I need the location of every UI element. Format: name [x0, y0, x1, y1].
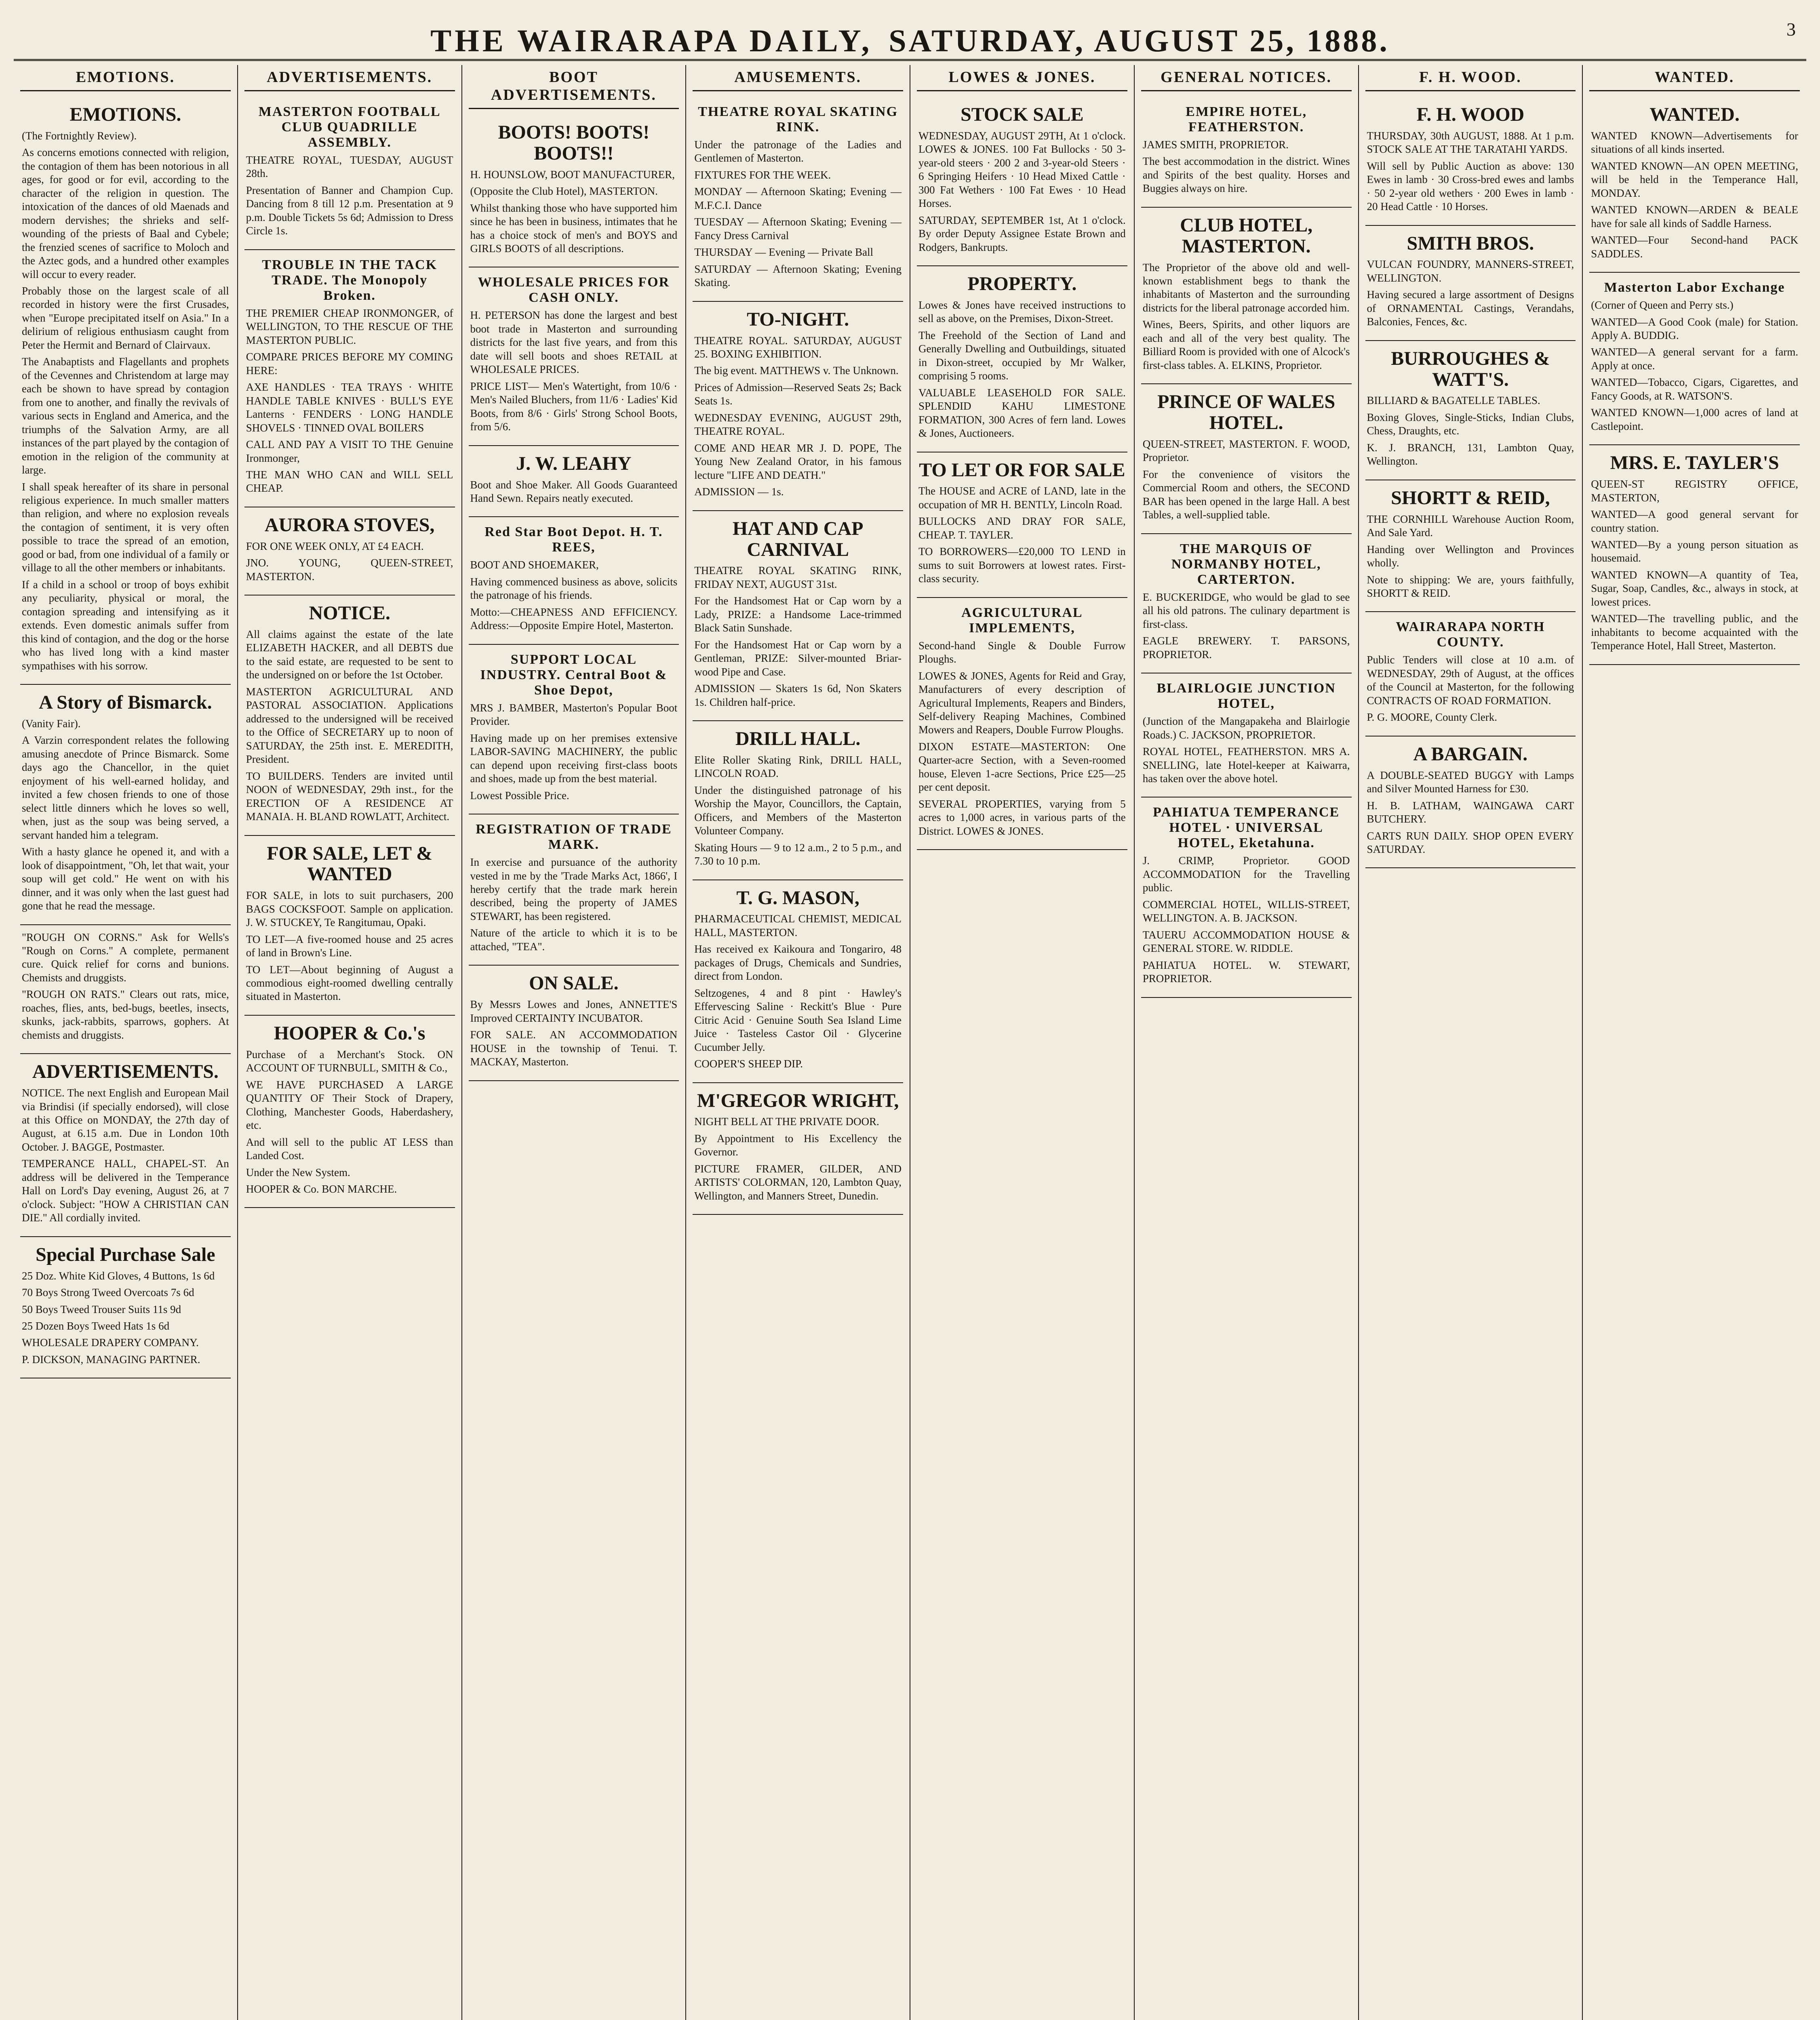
article-title: NOTICE.: [309, 602, 390, 624]
column-6: [1134, 65, 1358, 2020]
column-heading: BOOT ADVERTISEMENTS.: [469, 65, 679, 109]
article-text: HOOPER & Co. BON MARCHE.: [246, 1183, 397, 1195]
article-title: SHORTT & REID,: [1391, 487, 1550, 509]
article-text: Under the New System.: [246, 1166, 350, 1178]
article-text: H. HOUNSLOW, BOOT MANUFACTURER,: [470, 168, 675, 181]
issue-date: SATURDAY, AUGUST 25, 1888.: [889, 23, 1390, 58]
article-text: If a child in a school or troop of boys exhibit any peculiarity, physical or moral, the contagion spreading and intensifying as it extends. Even domestic animals suffer from this kind of contagion, and the dog or the horse who has lived long with a kind master sympathises with his sorrow.: [22, 578, 229, 672]
article-title: AURORA STOVES,: [264, 514, 435, 536]
article-text: Presentation of Banner and Champion Cup. Dancing from 8 till 12 p.m. Presentation at 9 p.m. Double Tickets 5s 6d; Admission to Dress Circle 1s.: [246, 184, 453, 237]
article-title: STOCK SALE: [961, 104, 1084, 125]
article-block: [244, 250, 455, 507]
article-title: AGRICULTURAL IMPLEMENTS,: [961, 605, 1083, 635]
article-text: Has received ex Kaikoura and Tongariro, 48 packages of Drugs, Chemicals and Sundries, direct from London.: [694, 943, 902, 983]
article-text: (The Fortnightly Review).: [22, 129, 137, 142]
article-title: EMPIRE HOTEL, FEATHERSTON.: [1186, 104, 1307, 135]
article-text: Probably those on the largest scale of all recorded in history were the first Crusades, when "Europe precipitated itself on Asia." In a delirium of religious enthusiasm caught from Peter the Hermit and Bernard of Clairvaux.: [22, 284, 229, 351]
article-text: Wines, Beers, Spirits, and other liquors are each and all of the very best quality. The Billiard Room is provided with one of Alcock's first-class tables. A. ELKINS, Proprietor.: [1142, 318, 1350, 371]
article-text: PRICE LIST— Men's Watertight, from 10/6 · Men's Nailed Bluchers, from 11/6 · Ladies' Kid Boots, from 8/6 · Girls' Strong School Boots, from 5/6.: [470, 380, 678, 433]
article-block: [20, 97, 231, 685]
article-text: TO BUILDERS. Tenders are invited until NOON of WEDNESDAY, 29th inst., for the ERECTION OF A RESIDENCE AT MANAIA. H. BLAND ROWLATT, Architect.: [246, 770, 453, 823]
article-text: E. BUCKERIDGE, who would be glad to see all his old patrons. The culinary department is first-class.: [1142, 591, 1350, 630]
article-text: TO LET—About beginning of August a commodious eight-roomed dwelling centrally situated in Masterton.: [246, 963, 453, 1003]
article-text: Lowest Possible Price.: [470, 789, 569, 802]
article-text: FIXTURES FOR THE WEEK.: [694, 168, 831, 181]
article-text: JNO. YOUNG, QUEEN-STREET, MASTERTON.: [246, 557, 453, 583]
article-text: COMPARE PRICES BEFORE MY COMING HERE:: [246, 351, 453, 377]
article-text: The Anabaptists and Flagellants and prophets of the Cevennes and Christendom at large may each be shown to have spread by contagion from one to another, and finally the revivals of various sects in England and America, and the triumphs of the Salvation Army, are all instances of the part played by the contagion of emotion in the religion of the community at large.: [22, 356, 229, 476]
article-text: Boot and Shoe Maker. All Goods Guaranteed Hand Sewn. Repairs neatly executed.: [470, 478, 678, 504]
article-title: TO LET OR FOR SALE: [919, 459, 1125, 481]
article-title: T. G. MASON,: [736, 887, 859, 909]
article-text: 50 Boys Tweed Trouser Suits 11s 9d: [22, 1303, 181, 1315]
article-text: K. J. BRANCH, 131, Lambton Quay, Wellington.: [1367, 441, 1574, 467]
article-text: WEDNESDAY, AUGUST 29TH, At 1 o'clock. LOWES & JONES. 100 Fat Bullocks · 50 3-year-old steers · 200 2 and 3-year-old Steers · 6 Springing Heifers · 10 Head Mixed Cattle · 300 Fat Wethers · 100 Fat Ewes · 10 Head Horses.: [918, 129, 1126, 210]
article-text: VULCAN FOUNDRY, MANNERS-STREET, WELLINGTON.: [1367, 258, 1574, 284]
article-title: WHOLESALE PRICES FOR CASH ONLY.: [478, 275, 670, 305]
article-text: ADMISSION — Skaters 1s 6d, Non Skaters 1s. Children half-price.: [694, 682, 902, 708]
article-text: Purchase of a Merchant's Stock. ON ACCOUNT OF TURNBULL, SMITH & Co.,: [246, 1048, 453, 1074]
article-text: WANTED KNOWN—AN OPEN MEETING, will be held in the Temperance Hall, MONDAY.: [1591, 160, 1798, 199]
article-title: Masterton Labor Exchange: [1604, 280, 1785, 295]
article-title: HAT AND CAP CARNIVAL: [732, 518, 864, 560]
article-text: THEATRE ROYAL, TUESDAY, AUGUST 28th.: [246, 154, 453, 180]
article-block: [244, 97, 455, 250]
article-text: Second-hand Single & Double Furrow Ploughs.: [918, 639, 1126, 665]
article-text: J. CRIMP, Proprietor. GOOD ACCOMMODATION for the Travelling public.: [1142, 854, 1350, 894]
article-text: CARTS RUN DAILY. SHOP OPEN EVERY SATURDAY.: [1367, 829, 1574, 855]
page-number: 3: [1786, 19, 1796, 40]
article-block: [469, 517, 679, 644]
article-text: (Vanity Fair).: [22, 717, 81, 730]
article-text: TO BORROWERS—£20,000 TO LEND in sums to suit Borrowers at lowest rates. First-class security.: [918, 545, 1126, 585]
article-title: F. H. WOOD: [1416, 104, 1525, 125]
article-text: BOOT AND SHOEMAKER,: [470, 559, 599, 571]
article-block: [469, 645, 679, 814]
column-5: [910, 65, 1134, 2020]
article-text: LOWES & JONES, Agents for Reid and Gray, Manufacturers of every description of Agricultural Implements, Reapers and Binders, Self-delivery Reaping Machines, Combined Mowers and Reapers, Double Furrow Ploughs.: [918, 669, 1126, 736]
article-text: Whilst thanking those who have supported him since he has been in business, intimates that he has a choice stock of men's and BOYS and GIRLS BOOTS of all descriptions.: [470, 202, 678, 255]
article-text: WE HAVE PURCHASED A LARGE QUANTITY OF Their Stock of Drapery, Clothing, Manchester Goods, Haberdashery, etc.: [246, 1078, 453, 1132]
article-title: HOOPER & Co.'s: [274, 1022, 426, 1044]
article-title: PROPERTY.: [967, 273, 1077, 295]
article-text: Public Tenders will close at 10 a.m. of WEDNESDAY, 29th of August, at the offices of the Council at Masterton, for the following CONTRACTS OF ROAD FORMATION.: [1367, 654, 1574, 707]
article-title: TO-NIGHT.: [747, 308, 849, 330]
article-title: THEATRE ROYAL SKATING RINK.: [698, 104, 898, 135]
article-text: Under the patronage of the Ladies and Gentlemen of Masterton.: [694, 139, 902, 164]
article-title: PRINCE OF WALES HOTEL.: [1157, 391, 1336, 434]
article-text: PICTURE FRAMER, GILDER, AND ARTISTS' COLORMAN, 120, Lambton Quay, Wellington, and Manners Street, Dunedin.: [694, 1162, 902, 1202]
article-title: BURROUGHES & WATT'S.: [1391, 347, 1550, 390]
article-block: [469, 267, 679, 446]
article-text: By Appointment to His Excellency the Governor.: [694, 1132, 902, 1158]
article-text: The Proprietor of the above old and well-known establishment begs to thank the inhabitants of Masterton and the surrounding districts for the liberal patronage accorded him.: [1142, 261, 1350, 314]
article-text: Nature of the article to which it is to be attached, "TEA".: [470, 927, 678, 953]
article-block: [1141, 673, 1352, 797]
article-text: By Messrs Lowes and Jones, ANNETTE'S Improved CERTAINTY INCUBATOR.: [470, 998, 678, 1024]
article-text: FOR SALE, in lots to suit purchasers, 200 BAGS COCKSFOOT. Sample on application. J. W. STUCKEY, Te Rangitumau, Opaki.: [246, 889, 453, 929]
article-text: NIGHT BELL AT THE PRIVATE DOOR.: [694, 1115, 879, 1128]
article-block: [469, 115, 679, 267]
article-title: WANTED.: [1649, 104, 1740, 125]
article-text: (Corner of Queen and Perry sts.): [1591, 299, 1734, 311]
article-block: [917, 452, 1127, 598]
article-block: [1365, 612, 1576, 736]
article-title: FOR SALE, LET & WANTED: [267, 842, 433, 885]
article-title: BLAIRLOGIE JUNCTION HOTEL,: [1156, 681, 1336, 711]
article-block: [1365, 736, 1576, 869]
column-heading: AMUSEMENTS.: [693, 65, 903, 91]
article-title: A Story of Bismarck.: [39, 692, 212, 713]
article-text: "ROUGH ON CORNS." Ask for Wells's "Rough on Corns." A complete, permanent cure. Quick relief for corns and bunions. Chemists and druggists.: [22, 931, 229, 984]
article-text: THURSDAY, 30th AUGUST, 1888. At 1 p.m. STOCK SALE AT THE TARATAHI YARDS.: [1367, 129, 1574, 156]
article-block: [1365, 341, 1576, 480]
article-block: [1141, 208, 1352, 384]
article-block: [1141, 97, 1352, 208]
article-text: For the Handsomest Hat or Cap worn by a Gentleman, PRIZE: Silver-mounted Briar-wood Pipe and Case.: [694, 638, 902, 678]
article-title: CLUB HOTEL, MASTERTON.: [1180, 214, 1313, 257]
article-text: P. G. MOORE, County Clerk.: [1367, 711, 1498, 724]
article-title: REGISTRATION OF TRADE MARK.: [476, 822, 672, 852]
article-text: I shall speak hereafter of its share in personal religious experience. In much smaller matters than religion, and where no explosion reveals the contagion of sentiment, it is very often possible to trace the spread of an emotion, good or bad, from one individual of a family or village to all the other members or inhabitants.: [22, 480, 229, 574]
article-block: [693, 721, 903, 880]
article-block: [1141, 384, 1352, 534]
article-text: SATURDAY — Afternoon Skating; Evening Skating.: [694, 263, 902, 289]
article-text: THEATRE ROYAL. SATURDAY, AUGUST 25. BOXING EXHIBITION.: [694, 334, 902, 360]
article-text: Skating Hours — 9 to 12 a.m., 2 to 5 p.m., and 7.30 to 10 p.m.: [694, 841, 902, 867]
newspaper-title: THE WAIRARAPA DAILY,: [430, 23, 873, 58]
article-title: PAHIATUA TEMPERANCE HOTEL · UNIVERSAL HOTEL, Eketahuna.: [1153, 805, 1340, 851]
article-text: The HOUSE and ACRE of LAND, late in the occupation of MR H. BENTLY, Lincoln Road.: [918, 485, 1126, 511]
article-title: M'GREGOR WRIGHT,: [697, 1090, 899, 1111]
article-block: [1365, 226, 1576, 341]
article-text: WANTED KNOWN—ARDEN & BEALE have for sale all kinds of Saddle Harness.: [1591, 204, 1798, 229]
article-text: WANTED—A good general servant for country station.: [1591, 508, 1798, 534]
article-text: As concerns emotions connected with religion, the contagion of them has been notorious in all ages, for good or for evil, according to the character of the religion in question. The intoxication of the dances of old Maenads and modern dervishes; the shrieks and self-wounding of the priests of Baal and Cybele; the frenzied scenes of sacrifice to Moloch and the Aztec gods, and a hundred other examples will occur to every reader.: [22, 146, 229, 280]
article-text: The best accommodation in the district. Wines and Spirits of the best quality. Horses and Buggies always on hire.: [1142, 155, 1350, 195]
article-text: WEDNESDAY EVENING, AUGUST 29th, THEATRE ROYAL.: [694, 411, 902, 438]
article-block: [693, 1083, 903, 1215]
article-block: [693, 302, 903, 511]
article-title: A BARGAIN.: [1413, 743, 1528, 765]
article-text: WHOLESALE DRAPERY COMPANY.: [22, 1336, 199, 1349]
article-block: [693, 97, 903, 302]
article-text: EAGLE BREWERY. T. PARSONS, PROPRIETOR.: [1142, 635, 1350, 661]
article-block: [917, 266, 1127, 452]
article-text: WANTED—By a young person situation as housemaid.: [1591, 538, 1798, 564]
column-heading: WANTED.: [1589, 65, 1800, 91]
article-text: H. B. LATHAM, WAINGAWA CART BUTCHERY.: [1367, 799, 1574, 825]
column-3: [461, 65, 686, 2020]
article-text: BULLOCKS AND DRAY FOR SALE, CHEAP. T. TAYLER.: [918, 515, 1126, 541]
article-text: TUESDAY — Afternoon Skating; Evening — Fancy Dress Carnival: [694, 216, 902, 242]
article-text: Having made up on her premises extensive LABOR-SAVING MACHINERY, the public can depend upon receiving first-class boots and shoes, made up from the best material.: [470, 732, 678, 785]
article-text: THE CORNHILL Warehouse Auction Room, And Sale Yard.: [1367, 513, 1574, 539]
article-block: [244, 1016, 455, 1208]
article-title: DRILL HALL.: [735, 728, 861, 750]
article-title: Special Purchase Sale: [36, 1244, 215, 1265]
article-text: WANTED—Four Second-hand PACK SADDLES.: [1591, 234, 1798, 260]
article-text: CALL AND PAY A VISIT TO THE Genuine Ironmonger,: [246, 438, 453, 464]
article-block: [1589, 445, 1800, 665]
article-block: [693, 511, 903, 721]
article-title: BOOTS! BOOTS! BOOTS!!: [498, 122, 650, 164]
column-heading: ADVERTISEMENTS.: [244, 65, 455, 91]
article-text: Handing over Wellington and Provinces wholly.: [1367, 543, 1574, 569]
article-block: [1141, 534, 1352, 673]
column-1: [14, 65, 237, 2020]
article-text: WANTED KNOWN—A quantity of Tea, Sugar, Soap, Candles, &c., always in stock, at lowest prices.: [1591, 568, 1798, 608]
article-block: [20, 1237, 231, 1379]
article-text: VALUABLE LEASEHOLD FOR SALE. SPLENDID KAHU LIMESTONE FORMATION, 300 Acres of fern land. Lowes & Jones, Auctioneers.: [918, 386, 1126, 440]
article-text: WANTED KNOWN—1,000 acres of land at Castlepoint.: [1591, 406, 1798, 432]
column-heading: F. H. WOOD.: [1365, 65, 1576, 91]
article-title: J. W. LEAHY: [516, 452, 632, 474]
article-block: [1365, 97, 1576, 226]
article-text: For the Handsomest Hat or Cap worn by a Lady, PRIZE: a Handsome Lace-trimmed Black Satin Sunshade.: [694, 595, 902, 634]
column-2: [237, 65, 461, 2020]
article-text: Having commenced business as above, solicits the patronage of his friends.: [470, 575, 678, 602]
article-text: Elite Roller Skating Rink, DRILL HALL, LINCOLN ROAD.: [694, 753, 902, 780]
article-title: MRS. E. TAYLER'S: [1610, 452, 1779, 474]
article-block: [917, 97, 1127, 266]
article-text: DIXON ESTATE—MASTERTON: One Quarter-acre Section, with a Seven-roomed house, Eleven 1-acre Sections, Price £25—25 per cent deposit.: [918, 740, 1126, 793]
article-text: WANTED—A general servant for a farm. Apply at once.: [1591, 346, 1798, 372]
article-text: PAHIATUA HOTEL. W. STEWART, PROPRIETOR.: [1142, 959, 1350, 985]
article-text: AXE HANDLES · TEA TRAYS · WHITE HANDLE TABLE KNIVES · BULL'S EYE Lanterns · FENDERS · LONG HANDLE SHOVELS · TINNED OVAL BOILERS: [246, 381, 453, 434]
article-text: (Opposite the Club Hotel), MASTERTON.: [470, 185, 658, 198]
article-text: QUEEN-STREET, MASTERTON. F. WOOD, Proprietor.: [1142, 438, 1350, 464]
article-title: TROUBLE IN THE TACK TRADE. The Monopoly Broken.: [262, 257, 438, 303]
article-text: ROYAL HOTEL, FEATHERSTON. MRS A. SNELLING, late Hotel-keeper at Kaiwarra, has taken over the above hotel.: [1142, 745, 1350, 785]
article-text: WANTED—A Good Cook (male) for Station. Apply A. BUDDIG.: [1591, 316, 1798, 341]
article-text: Boxing Gloves, Single-Sticks, Indian Clubs, Chess, Draughts, etc.: [1367, 411, 1574, 437]
article-text: COME AND HEAR MR J. D. POPE, The Young New Zealand Orator, in his famous lecture "LIFE AND DEATH.": [694, 442, 902, 481]
article-block: [244, 836, 455, 1016]
article-block: [1589, 97, 1800, 273]
article-text: SATURDAY, SEPTEMBER 1st, At 1 o'clock. By order Deputy Assignee Estate Brown and Rodgers, Bankrupts.: [918, 214, 1126, 253]
article-text: Will sell by Public Auction as above: 130 Ewes in lamb · 30 Cross-bred ewes and lambs · 50 2-year old wethers · 200 Ewes in lamb · 20 Head Cattle · 10 Horses.: [1367, 160, 1574, 213]
article-text: THE MAN WHO CAN and WILL SELL CHEAP.: [246, 468, 453, 494]
article-text: For the convenience of visitors the Commercial Room and others, the SECOND BAR has been opened in the large Hall. A best Tables, a well-supplied table.: [1142, 468, 1350, 521]
article-text: WANTED KNOWN—Advertisements for situations of all kinds inserted.: [1591, 129, 1798, 156]
article-block: [1365, 480, 1576, 612]
article-block: [469, 446, 679, 518]
article-text: Under the distinguished patronage of his Worship the Mayor, Councillors, the Captain, Officers, and Members of the Masterton Volunteer Company.: [694, 784, 902, 837]
newspaper-columns: [14, 65, 1806, 2020]
article-text: 70 Boys Strong Tweed Overcoats 7s 6d: [22, 1286, 194, 1299]
article-text: WANTED—Tobacco, Cigars, Cigarettes, and Fancy Goods, at R. WATSON'S.: [1591, 376, 1798, 402]
column-heading: GENERAL NOTICES.: [1141, 65, 1352, 91]
article-text: SEVERAL PROPERTIES, varying from 5 acres to 1,000 acres, in various parts of the District. LOWES & JONES.: [918, 797, 1126, 837]
article-block: [20, 685, 231, 925]
article-text: TO LET—A five-roomed house and 25 acres of land in Brown's Line.: [246, 933, 453, 959]
article-text: BILLIARD & BAGATELLE TABLES.: [1367, 394, 1540, 407]
article-text: H. PETERSON has done the largest and best boot trade in Masterton and surrounding districts for the last five years, and from this date will sell boots and shoes RETAIL at WHOLESALE PRICES.: [470, 309, 678, 376]
masthead: [14, 8, 1806, 61]
article-title: SMITH BROS.: [1407, 232, 1534, 254]
article-text: In exercise and pursuance of the authority vested in me by the 'Trade Marks Act, 1866', I hereby certify that the trade mark herein described, being the property of JAMES STEWART, has been registered.: [470, 856, 678, 922]
article-block: [1589, 273, 1800, 445]
column-heading: EMOTIONS.: [20, 65, 231, 91]
article-text: TEMPERANCE HALL, CHAPEL-ST. An address will be delivered in the Temperance Hall on Lord's Day evening, August 26, at 7 o'clock. Subject: "HOW A CHRISTIAN CAN DIE." All cordially invited.: [22, 1157, 229, 1224]
article-text: Lowes & Jones have received instructions to sell as above, on the Premises, Dixon-Street.: [918, 299, 1126, 325]
article-block: [1141, 797, 1352, 997]
article-text: ADMISSION — 1s.: [694, 486, 784, 498]
article-text: NOTICE. The next English and European Mail via Brindisi (if specially endorsed), will close at this Office on MONDAY, the 27th day of August, at 6.15 a.m. Due in London 10th October. J. BAGGE, Postmaster.: [22, 1087, 229, 1153]
article-text: The Freehold of the Section of Land and Generally Dwelling and Outbuildings, situated in Dixon-street, occupied by Mr Walker, comprising 5 rooms.: [918, 329, 1126, 382]
article-text: MONDAY — Afternoon Skating; Evening — M.F.C.I. Dance: [694, 185, 902, 211]
article-block: [20, 1054, 231, 1237]
article-text: The big event. MATTHEWS v. The Unknown.: [694, 364, 899, 377]
article-text: Note to shipping: We are, yours faithfully, SHORTT & REID.: [1367, 573, 1574, 599]
article-text: THE PREMIER CHEAP IRONMONGER, of WELLINGTON, TO THE RESCUE OF THE MASTERTON PUBLIC.: [246, 307, 453, 346]
article-text: Motto:—CHEAPNESS AND EFFICIENCY. Address:—Opposite Empire Hotel, Masterton.: [470, 606, 678, 632]
article-text: All claims against the estate of the late ELIZABETH HACKER, and all DEBTS due to the said estate, are requested to be sent to the undersigned on or before the 1st October.: [246, 628, 453, 681]
article-title: ON SALE.: [529, 972, 619, 994]
article-text: COOPER'S SHEEP DIP.: [694, 1058, 803, 1070]
article-text: WANTED—The travelling public, and the inhabitants to become acquainted with the Temperance Hotel, Hall Street, Masterton.: [1591, 612, 1798, 652]
article-text: MASTERTON AGRICULTURAL AND PASTORAL ASSOCIATION. Applications addressed to the undersigned will be received to the Office of SECRETARY up to noon of SATURDAY, the 25th inst. E. MEREDITH, President.: [246, 685, 453, 766]
article-text: JAMES SMITH, PROPRIETOR.: [1142, 139, 1289, 151]
article-title: SUPPORT LOCAL INDUSTRY. Central Boot & Shoe Depot,: [480, 652, 668, 698]
article-text: MRS J. BAMBER, Masterton's Popular Boot Provider.: [470, 701, 678, 728]
article-text: 25 Dozen Boys Tweed Hats 1s 6d: [22, 1320, 170, 1332]
column-8: [1582, 65, 1806, 2020]
article-text: A Varzin correspondent relates the following amusing anecdote of Prince Bismarck. Some days ago the Chancellor, in the quiet enjoyment of his well-earned holiday, and invited a few chosen friends to one of those select little dinners which he loves so well, when, just as the soup was being served, a servant handed him a telegram.: [22, 734, 229, 841]
article-block: [20, 925, 231, 1054]
article-block: [693, 880, 903, 1083]
article-text: TAUERU ACCOMMODATION HOUSE & GENERAL STORE. W. RIDDLE.: [1142, 928, 1350, 955]
article-title: EMOTIONS.: [70, 104, 181, 125]
article-block: [244, 595, 455, 835]
article-text: Having secured a large assortment of Designs of ORNAMENTAL Castings, Verandahs, Balconies, Fences, &c.: [1367, 288, 1574, 328]
article-text: 25 Doz. White Kid Gloves, 4 Buttons, 1s 6d: [22, 1269, 215, 1282]
article-text: A DOUBLE-SEATED BUGGY with Lamps and Silver Mounted Harness for £30.: [1367, 769, 1574, 795]
column-heading: LOWES & JONES.: [917, 65, 1127, 91]
article-block: [244, 507, 455, 595]
article-text: FOR SALE. AN ACCOMMODATION HOUSE in the township of Tenui. T. MACKAY, Masterton.: [470, 1029, 678, 1068]
article-text: (Junction of the Mangapakeha and Blairlogie Roads.) C. JACKSON, PROPRIETOR.: [1142, 715, 1350, 741]
article-title: THE MARQUIS OF NORMANBY HOTEL, CARTERTON.: [1171, 541, 1321, 587]
article-text: Prices of Admission—Reserved Seats 2s; Back Seats 1s.: [694, 381, 902, 407]
article-text: FOR ONE WEEK ONLY, AT £4 EACH.: [246, 540, 424, 552]
article-block: [469, 966, 679, 1081]
column-4: [685, 65, 910, 2020]
article-text: And will sell to the public AT LESS than Landed Cost.: [246, 1136, 453, 1162]
article-text: "ROUGH ON RATS." Clears out rats, mice, roaches, flies, ants, bed-bugs, beetles, insects, skunks, jack-rabbits, sparrows, gophers. At chemists and druggists.: [22, 988, 229, 1041]
article-text: P. DICKSON, MANAGING PARTNER.: [22, 1353, 200, 1366]
article-text: Seltzogenes, 4 and 8 pint · Hawley's Effervescing Saline · Reckitt's Blue · Pure Citric Acid · Genuine South Sea Island Lime Juice · Tasteless Castor Oil · Glycerine Cucumber Jelly.: [694, 987, 902, 1053]
article-title: WAIRARAPA NORTH COUNTY.: [1396, 619, 1545, 650]
article-text: THURSDAY — Evening — Private Ball: [694, 246, 873, 259]
article-title: ADVERTISEMENTS.: [32, 1061, 219, 1083]
article-text: QUEEN-ST REGISTRY OFFICE, MASTERTON,: [1591, 478, 1798, 504]
column-7: [1358, 65, 1582, 2020]
article-block: [469, 814, 679, 966]
article-title: MASTERTON FOOTBALL CLUB QUADRILLE ASSEMBLY.: [258, 104, 441, 150]
article-text: THEATRE ROYAL SKATING RINK, FRIDAY NEXT, AUGUST 31st.: [694, 564, 902, 590]
article-text: With a hasty glance he opened it, and with a look of disappointment, "Oh, let that wait, your soup will get cold." He went on with his dinner, and it was only when the last guest had gone that he read the message.: [22, 846, 229, 912]
article-title: Red Star Boot Depot. H. T. REES,: [484, 524, 663, 555]
article-text: PHARMACEUTICAL CHEMIST, MEDICAL HALL, MASTERTON.: [694, 913, 902, 938]
article-block: [917, 598, 1127, 850]
article-text: COMMERCIAL HOTEL, WILLIS-STREET, WELLINGTON. A. B. JACKSON.: [1142, 898, 1350, 924]
